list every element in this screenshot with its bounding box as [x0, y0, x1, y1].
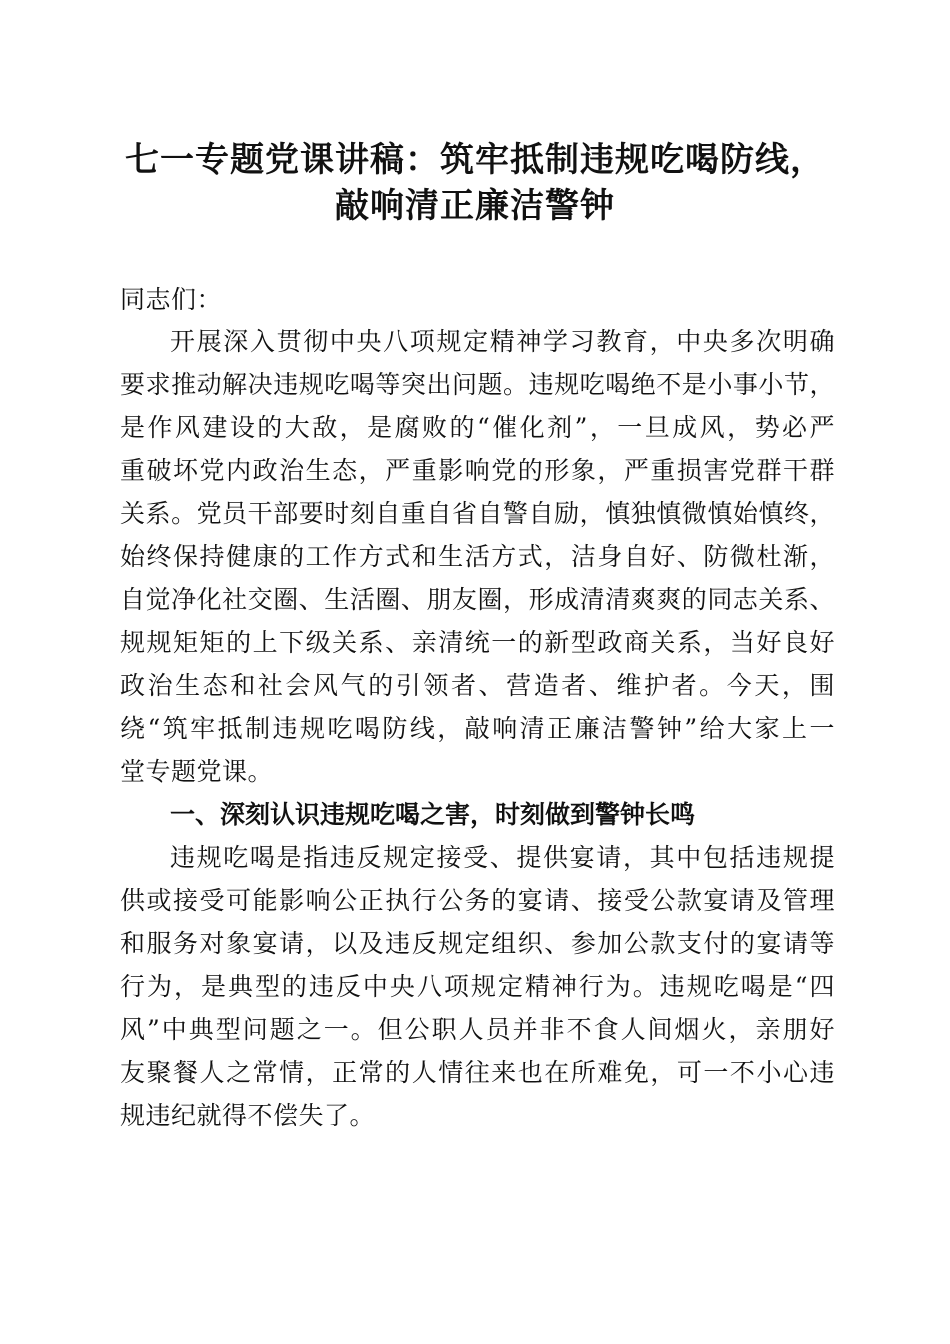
paragraph-line: 规违纪就得不偿失了。 — [120, 1101, 376, 1130]
paragraph-line: 行为，是典型的违反中央八项规定精神行为。违规吃喝是“四 — [120, 972, 835, 1001]
document-title-line-2: 敲响清正廉洁警钟 — [335, 186, 615, 226]
paragraph-line: 违规吃喝是指违反规定接受、提供宴请，其中包括违规提 — [170, 843, 835, 872]
paragraph-line: 风”中典型问题之一。但公职人员并非不食人间烟火，亲朋好 — [120, 1015, 835, 1044]
paragraph-line: 供或接受可能影响公正执行公务的宴请、接受公款宴请及管理 — [120, 886, 835, 915]
paragraph-line: 是作风建设的大敌，是腐败的“催化剂”，一旦成风，势必严 — [120, 413, 835, 442]
document-title-line-1: 七一专题党课讲稿：筑牢抵制违规吃喝防线， — [125, 140, 825, 180]
paragraph-line: 关系。党员干部要时刻自重自省自警自励，慎独慎微慎始慎终， — [120, 499, 835, 528]
paragraph-line: 友聚餐人之常情，正常的人情往来也在所难免，可一不小心违 — [120, 1058, 835, 1087]
paragraph-line: 政治生态和社会风气的引领者、营造者、维护者。今天，围 — [120, 671, 835, 700]
paragraph-line: 开展深入贯彻中央八项规定精神学习教育，中央多次明确 — [170, 327, 835, 356]
section-heading: 一、深刻认识违规吃喝之害，时刻做到警钟长鸣 — [170, 800, 696, 829]
paragraph-line: 要求推动解决违规吃喝等突出问题。违规吃喝绝不是小事小节， — [120, 370, 835, 399]
paragraph-line: 绕“筑牢抵制违规吃喝防线，敲响清正廉洁警钟”给大家上一 — [120, 714, 835, 743]
paragraph-line: 自觉净化社交圈、生活圈、朋友圈，形成清清爽爽的同志关系、 — [120, 585, 835, 614]
paragraph-line: 重破坏党内政治生态，严重影响党的形象，严重损害党群干群 — [120, 456, 835, 485]
paragraph-line: 堂专题党课。 — [120, 757, 274, 786]
paragraph-line: 规规矩矩的上下级关系、亲清统一的新型政商关系，当好良好 — [120, 628, 835, 657]
salutation: 同志们： — [120, 285, 223, 314]
paragraph-line: 和服务对象宴请，以及违反规定组织、参加公款支付的宴请等 — [120, 929, 835, 958]
paragraph-line: 始终保持健康的工作方式和生活方式，洁身自好、防微杜渐， — [120, 542, 835, 571]
